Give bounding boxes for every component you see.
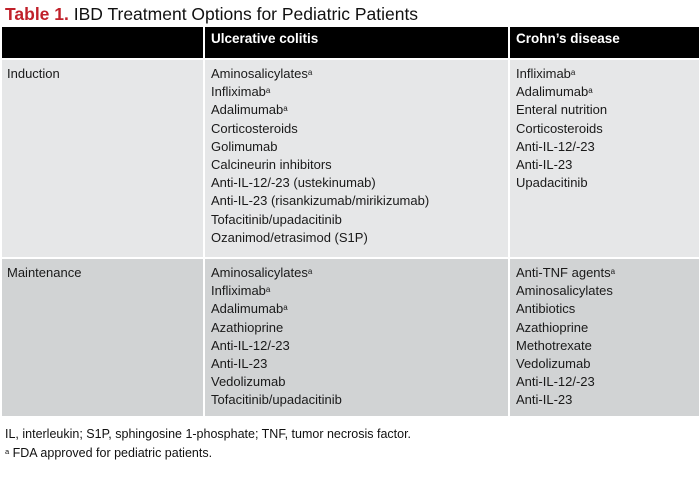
- list-item: [516, 65, 699, 83]
- treatment-name: Anti-IL-12/-23: [211, 337, 290, 353]
- footnote-marker: a: [5, 446, 10, 456]
- list-item: [211, 156, 508, 174]
- list-item: [211, 174, 508, 192]
- treatment-name: Anti-IL-23: [516, 157, 573, 173]
- treatment-name: Upadacitinib: [516, 175, 588, 191]
- treatment-name: Corticosteroids: [211, 120, 298, 136]
- table-title-text: IBD Treatment Options for Pediatric Patients: [68, 4, 419, 24]
- header-cell-ulcerative-colitis: Ulcerative colitis: [205, 27, 508, 58]
- treatment-name: Aminosalicylates: [211, 66, 308, 81]
- treatment-name: Anti-IL-12/-23: [516, 374, 595, 390]
- row-label-induction: Induction: [2, 60, 203, 257]
- treatment-name: Anti-IL-23: [516, 392, 573, 408]
- treatment-name: Adalimumab: [516, 84, 589, 100]
- list-item: [211, 229, 508, 247]
- treatment-name: Golimumab: [211, 138, 278, 154]
- treatment-name: Aminosalicylates: [211, 265, 308, 280]
- list-item: [211, 337, 508, 355]
- treatment-name: Vedolizumab: [211, 374, 286, 390]
- list-item: [516, 373, 699, 391]
- list-item: [211, 264, 508, 282]
- list-item: [211, 300, 508, 318]
- list-item: [516, 138, 699, 156]
- list-item: [211, 120, 508, 138]
- treatment-name: Methotrexate: [516, 337, 592, 353]
- maintenance-cd-list: [510, 259, 699, 416]
- treatment-name: Azathioprine: [516, 319, 589, 335]
- list-item: [211, 101, 508, 119]
- treatment-name: Anti-TNF agents: [516, 265, 611, 280]
- treatment-name: Anti-IL-23: [211, 356, 268, 372]
- treatment-name: Infliximab: [211, 283, 266, 299]
- list-item: [211, 83, 508, 101]
- induction-uc-list: [205, 60, 508, 257]
- list-item: [211, 282, 508, 300]
- induction-cd-list: [510, 60, 699, 257]
- list-item: [211, 319, 508, 337]
- table-header-row: [2, 27, 699, 58]
- list-item: [516, 300, 699, 318]
- fda-approved-marker: a: [283, 303, 288, 313]
- list-item: [211, 138, 508, 156]
- treatment-name: Antibiotics: [516, 301, 576, 317]
- footnote-approval-text: FDA approved for pediatric patients.: [9, 445, 213, 460]
- list-item: [211, 373, 508, 391]
- list-item: [211, 192, 508, 210]
- treatment-name: Tofacitinib/upadacitinib: [211, 392, 342, 408]
- list-item: [516, 120, 699, 138]
- footnote-fda-approval: [5, 444, 411, 463]
- treatment-name: Azathioprine: [211, 319, 284, 335]
- list-item: [516, 391, 699, 409]
- table-footnotes: [5, 425, 411, 462]
- treatment-name: Aminosalicylates: [516, 283, 613, 299]
- footnote-abbreviations: IL, interleukin; S1P, sphingosine 1-phosphate; TNF, tumor necrosis factor.: [5, 427, 412, 441]
- table-row-induction: [2, 60, 699, 257]
- list-item: [211, 355, 508, 373]
- fda-approved-marker: a: [265, 86, 271, 96]
- treatment-name: Anti-IL-12/-23 (ustekinumab): [211, 175, 376, 191]
- list-item: [516, 282, 699, 300]
- row-label-maintenance: Maintenance: [2, 259, 203, 416]
- header-cell-empty: [2, 27, 203, 58]
- table-number-label: Table 1.: [5, 4, 69, 24]
- table-title: [5, 4, 418, 24]
- fda-approved-marker: a: [307, 267, 313, 276]
- fda-approved-marker: a: [610, 267, 616, 276]
- list-item: [211, 211, 508, 229]
- maintenance-uc-list: [205, 259, 508, 416]
- fda-approved-marker: a: [588, 86, 593, 96]
- list-item: [516, 264, 699, 282]
- treatment-name: Enteral nutrition: [516, 102, 608, 118]
- treatment-name: Corticosteroids: [516, 120, 603, 136]
- treatment-table: [2, 27, 699, 416]
- fda-approved-marker: a: [570, 68, 576, 77]
- list-item: [516, 337, 699, 355]
- header-cell-crohns-disease: Crohn’s disease: [510, 27, 699, 58]
- fda-approved-marker: a: [265, 285, 271, 295]
- list-item: [516, 156, 699, 174]
- treatment-name: Anti-IL-12/-23: [516, 138, 595, 154]
- list-item: [516, 355, 699, 373]
- treatment-name: Tofacitinib/upadacitinib: [211, 211, 342, 227]
- treatment-name: Anti-IL-23 (risankizumab/mirikizumab): [211, 193, 430, 209]
- list-item: [516, 174, 699, 192]
- treatment-name: Adalimumab: [211, 102, 284, 118]
- treatment-name: Vedolizumab: [516, 356, 591, 372]
- table-row-maintenance: [2, 259, 699, 416]
- treatment-name: Adalimumab: [211, 301, 284, 317]
- list-item: [211, 391, 508, 409]
- list-item: [211, 65, 508, 83]
- list-item: [516, 319, 699, 337]
- list-item: [516, 83, 699, 101]
- treatment-name: Ozanimod/etrasimod (S1P): [211, 229, 368, 245]
- treatment-name: Calcineurin inhibitors: [211, 157, 332, 173]
- fda-approved-marker: a: [307, 68, 313, 77]
- fda-approved-marker: a: [283, 104, 288, 114]
- treatment-name: Infliximab: [211, 84, 266, 100]
- treatment-name: Infliximab: [516, 66, 571, 81]
- list-item: [516, 101, 699, 119]
